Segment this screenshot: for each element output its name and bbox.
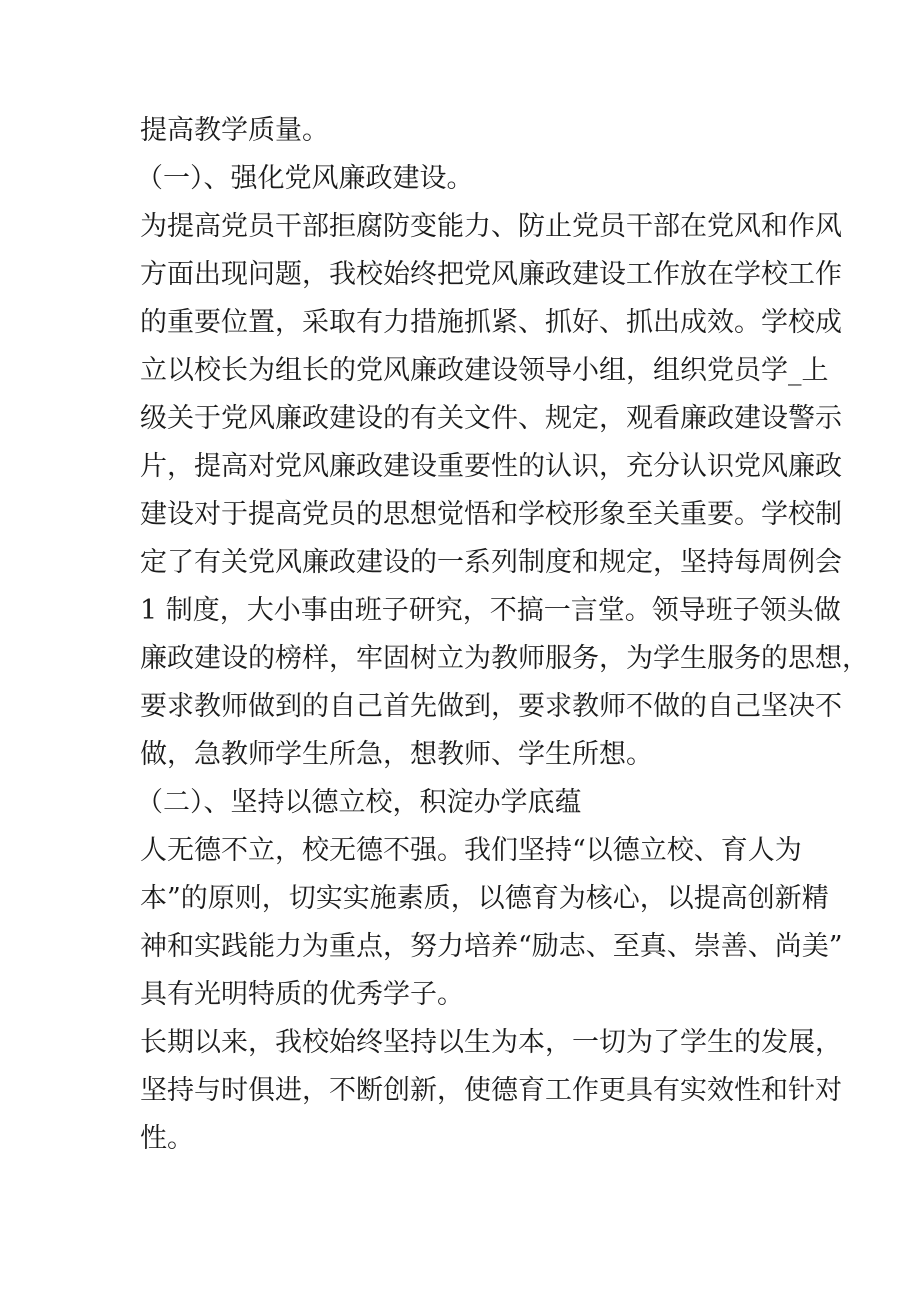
text-line: 人无德不立，校无德不强。我们坚持“以德立校、育人为 <box>140 835 802 866</box>
text-line: 坚持与时俱进，不断创新，使德育工作更具有实效性和针对 <box>140 1075 842 1106</box>
text-line: 片，提高对党风廉政建设重要性的认识，充分认识党风廉政 <box>140 451 842 482</box>
text-line: 本”的原则，切实实施素质，以德育为核心，以提高创新精 <box>140 883 829 914</box>
section-heading: （一）、强化党风廉政建设。 <box>136 163 474 194</box>
text-line: 的重要位置，采取有力措施抓紧、抓好、抓出成效。学校成 <box>140 307 842 338</box>
section-heading: （二）、坚持以德立校，积淀办学底蕴 <box>136 787 582 818</box>
text-line: 廉政建设的榜样，牢固树立为教师服务，为学生服务的思想， <box>140 643 869 674</box>
text-line: 要求教师做到的自己首先做到，要求教师不做的自己坚决不 <box>140 691 842 722</box>
text-line: 做，急教师学生所急，想教师、学生所想。 <box>140 739 653 770</box>
text-line: 建设对于提高党员的思想觉悟和学校形象至关重要。学校制 <box>140 499 842 530</box>
text-line: 性。 <box>140 1123 194 1154</box>
text-line: 1 制度，大小事由班子研究，不搞一言堂。领导班子领头做 <box>140 595 841 626</box>
text-line: 方面出现问题，我校始终把党风廉政建设工作放在学校工作 <box>140 259 842 290</box>
text-line: 级关于党风廉政建设的有关文件、规定，观看廉政建设警示 <box>140 403 842 434</box>
text-line: 立以校长为组长的党风廉政建设领导小组，组织党员学_上 <box>140 355 829 386</box>
text-line: 神和实践能力为重点，努力培养“励志、至真、崇善、尚美” <box>140 931 843 962</box>
text-line: 长期以来，我校始终坚持以生为本，一切为了学生的发展， <box>140 1027 842 1058</box>
text-line: 为提高党员干部拒腐防变能力、防止党员干部在党风和作风 <box>140 211 842 242</box>
text-line: 定了有关党风廉政建设的一系列制度和规定，坚持每周例会 <box>140 547 842 578</box>
text-line: 具有光明特质的优秀学子。 <box>140 979 464 1010</box>
text-line: 提高教学质量。 <box>140 115 329 146</box>
